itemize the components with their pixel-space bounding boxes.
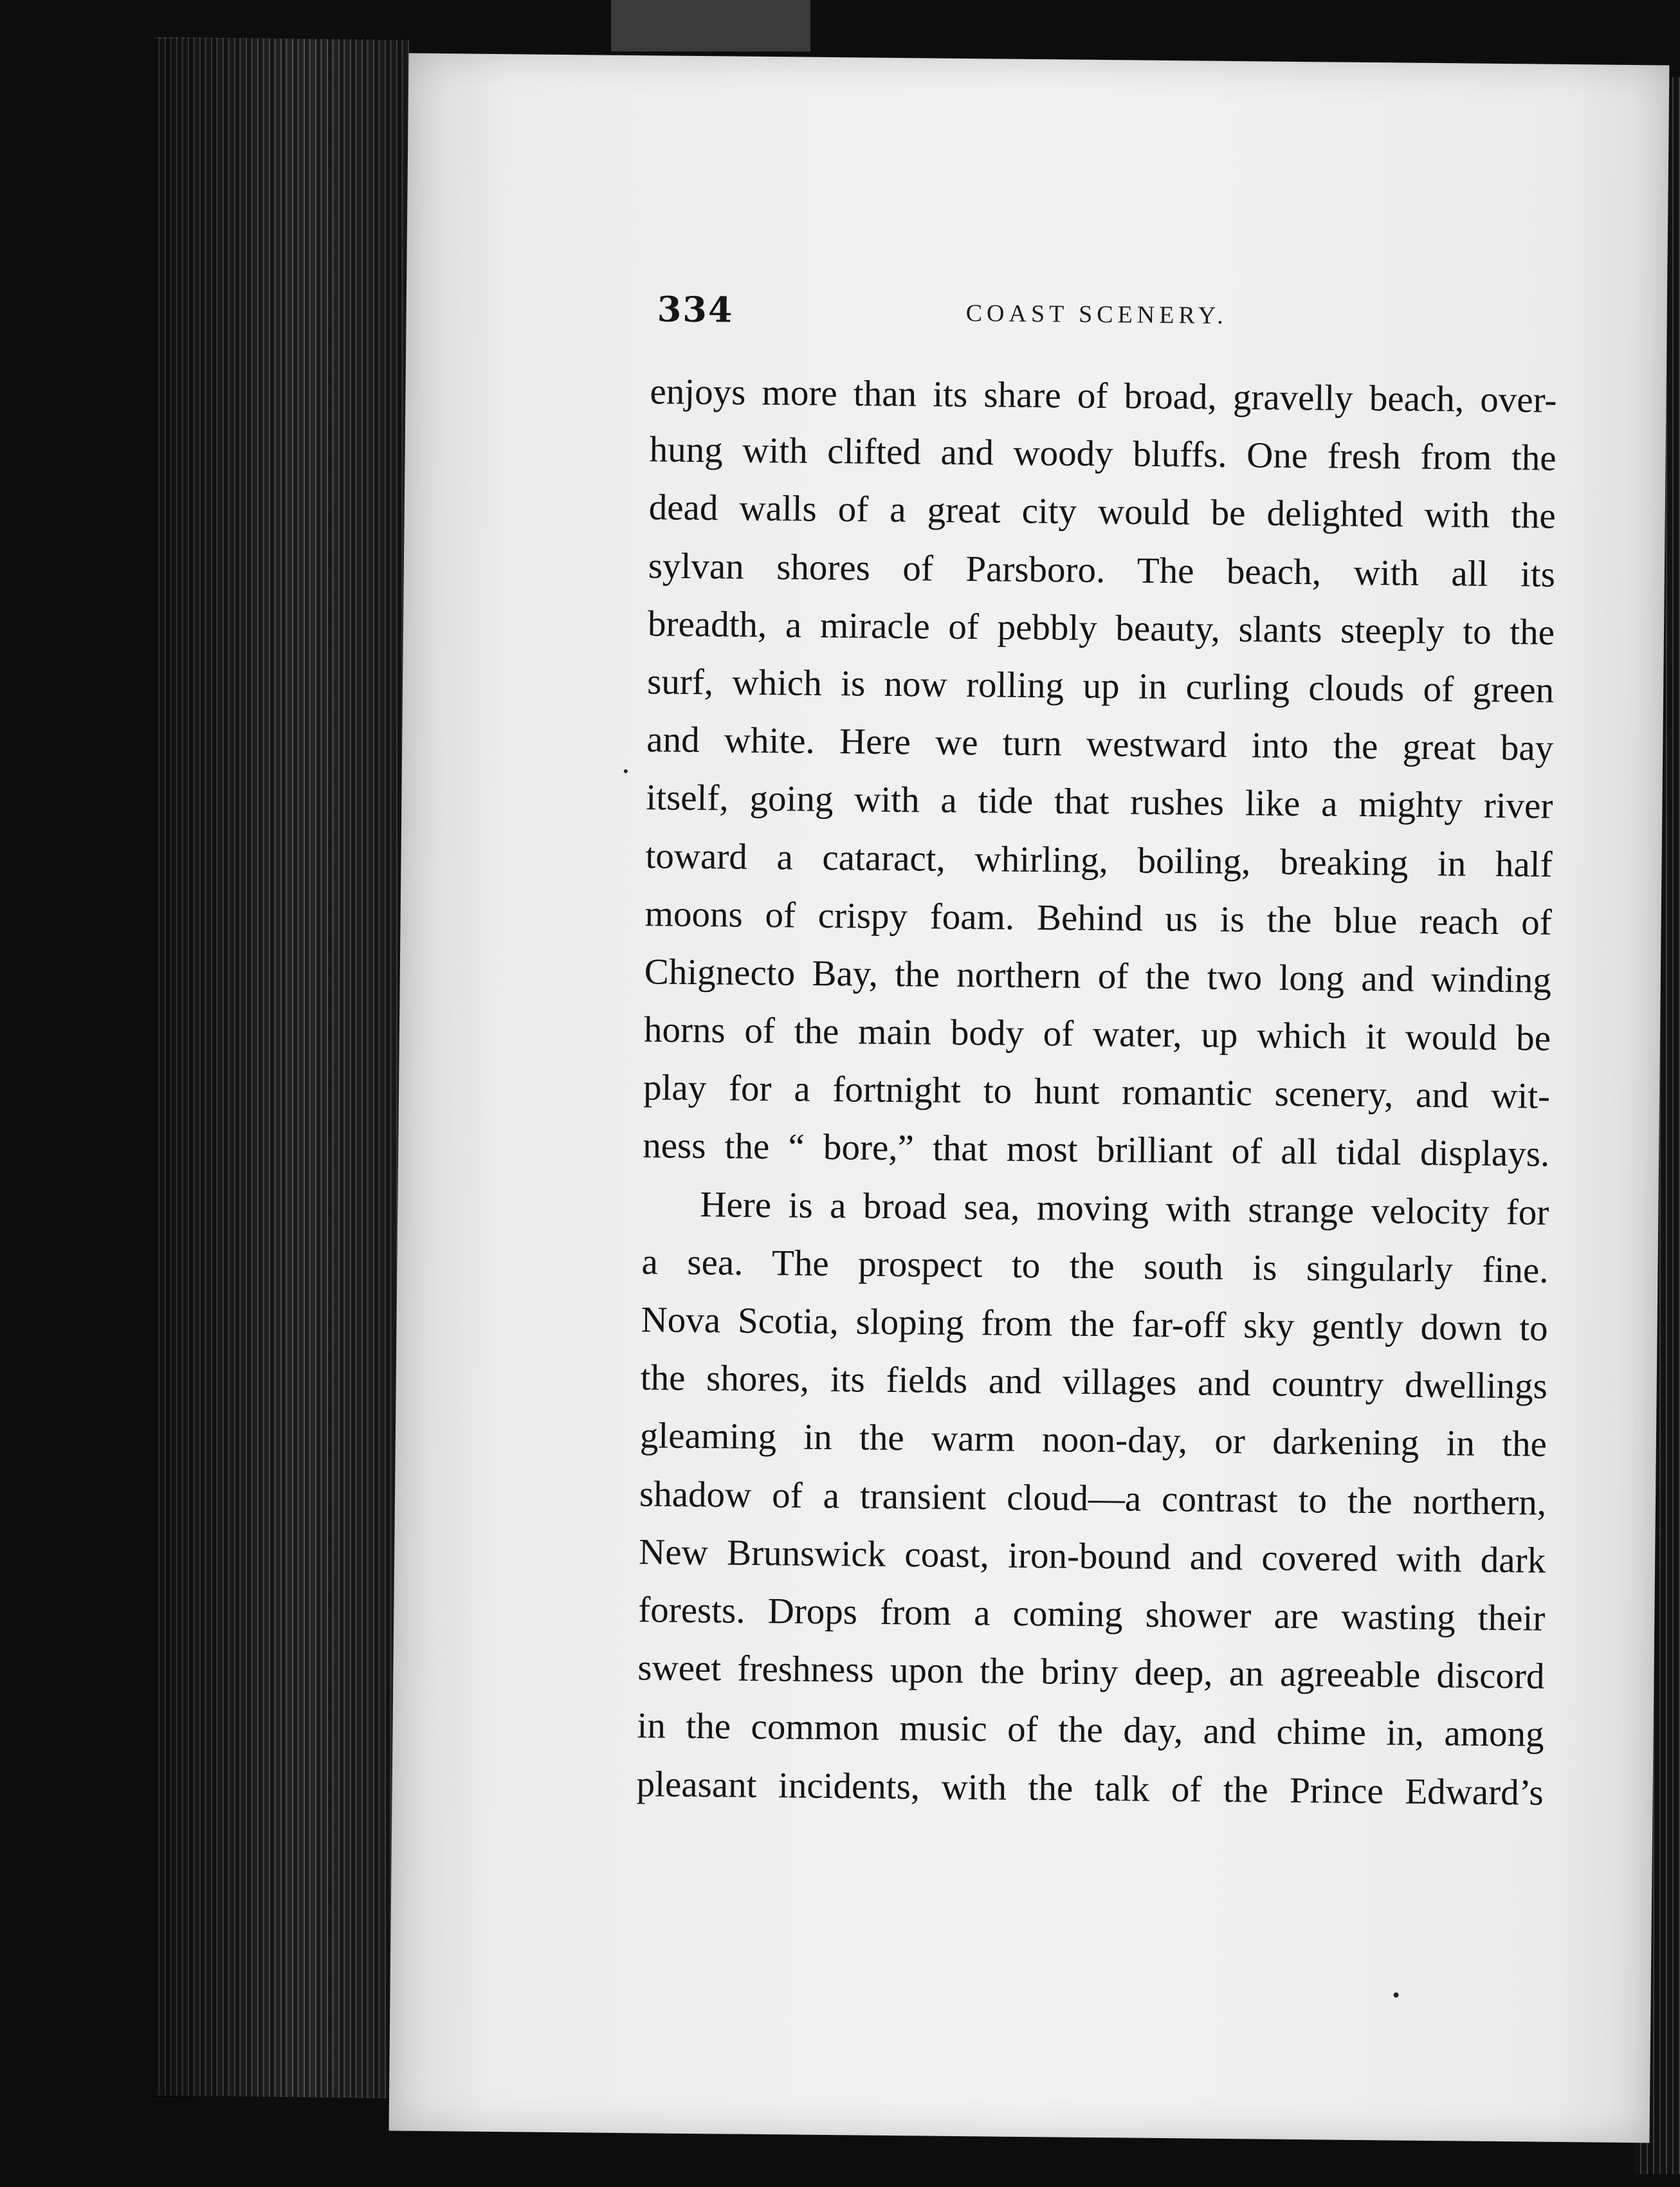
text-line: New Brunswick coast, iron-bound and covered with dark bbox=[638, 1531, 1546, 1581]
dust-speck bbox=[1394, 1993, 1399, 1998]
text-line: moons of crispy foam. Behind us is the blue reach of bbox=[644, 893, 1552, 943]
text-line: dead walls of a great city would be delighted with the bbox=[648, 487, 1557, 537]
text-line: and white. Here we turn westward into the great bay bbox=[646, 719, 1554, 769]
text-line: ness the “ bore,” that most brilliant of all tidal displays. bbox=[642, 1125, 1550, 1175]
body-text bbox=[636, 363, 1557, 1822]
text-line: sylvan shores of Parsboro. The beach, with all its bbox=[648, 545, 1556, 595]
text-line: hung with clifted and woody bluffs. One fresh from the bbox=[649, 429, 1557, 479]
text-line: shadow of a transient cloud—a contrast to the northern, bbox=[639, 1473, 1547, 1523]
running-head bbox=[657, 288, 1641, 349]
book-cover-top bbox=[611, 0, 810, 51]
text-line: itself, going with a tide that rushes like a mighty river bbox=[646, 777, 1553, 827]
text-line: pleasant incidents, with the talk of the Prince Edward’s bbox=[636, 1763, 1544, 1813]
text-line: Nova Scotia, sloping from the far-off sky gently down to bbox=[641, 1299, 1548, 1349]
text-line: play for a fortnight to hunt romantic scenery, and wit- bbox=[643, 1067, 1551, 1117]
text-line: enjoys more than its share of broad, gravelly beach, over- bbox=[650, 371, 1557, 421]
text-line: Here is a broad sea, moving with strange velocity for bbox=[700, 1184, 1549, 1233]
text-line: horns of the main body of water, up which it would be bbox=[643, 1009, 1551, 1059]
page-number: 334 bbox=[657, 288, 734, 331]
text-line: a sea. The prospect to the south is singularly fine. bbox=[641, 1241, 1549, 1291]
text-line: in the common music of the day, and chime in, among bbox=[637, 1705, 1544, 1755]
book-page bbox=[389, 53, 1670, 2143]
text-line: breadth, a miracle of pebbly beauty, slants steeply to the bbox=[647, 603, 1555, 653]
text-line: toward a cataract, whirling, boiling, breaking in half bbox=[645, 835, 1553, 885]
text-line: gleaming in the warm noon-day, or darkening in the bbox=[639, 1415, 1548, 1465]
dust-speck bbox=[624, 769, 628, 773]
text-line: the shores, its fields and villages and country dwellings bbox=[640, 1357, 1548, 1407]
text-line: surf, which is now rolling up in curling clouds of green bbox=[646, 661, 1555, 711]
paragraph-1 bbox=[643, 363, 1557, 1184]
paragraph-2 bbox=[636, 1175, 1549, 1822]
text-line: Chignecto Bay, the northern of the two long and winding bbox=[644, 951, 1552, 1001]
text-line: sweet freshness upon the briny deep, an agreeable discord bbox=[637, 1647, 1545, 1697]
running-head-title: COAST SCENERY. bbox=[965, 300, 1228, 329]
book-edge-shadow bbox=[154, 39, 412, 2097]
text-line: forests. Drops from a coming shower are wasting their bbox=[638, 1589, 1546, 1639]
